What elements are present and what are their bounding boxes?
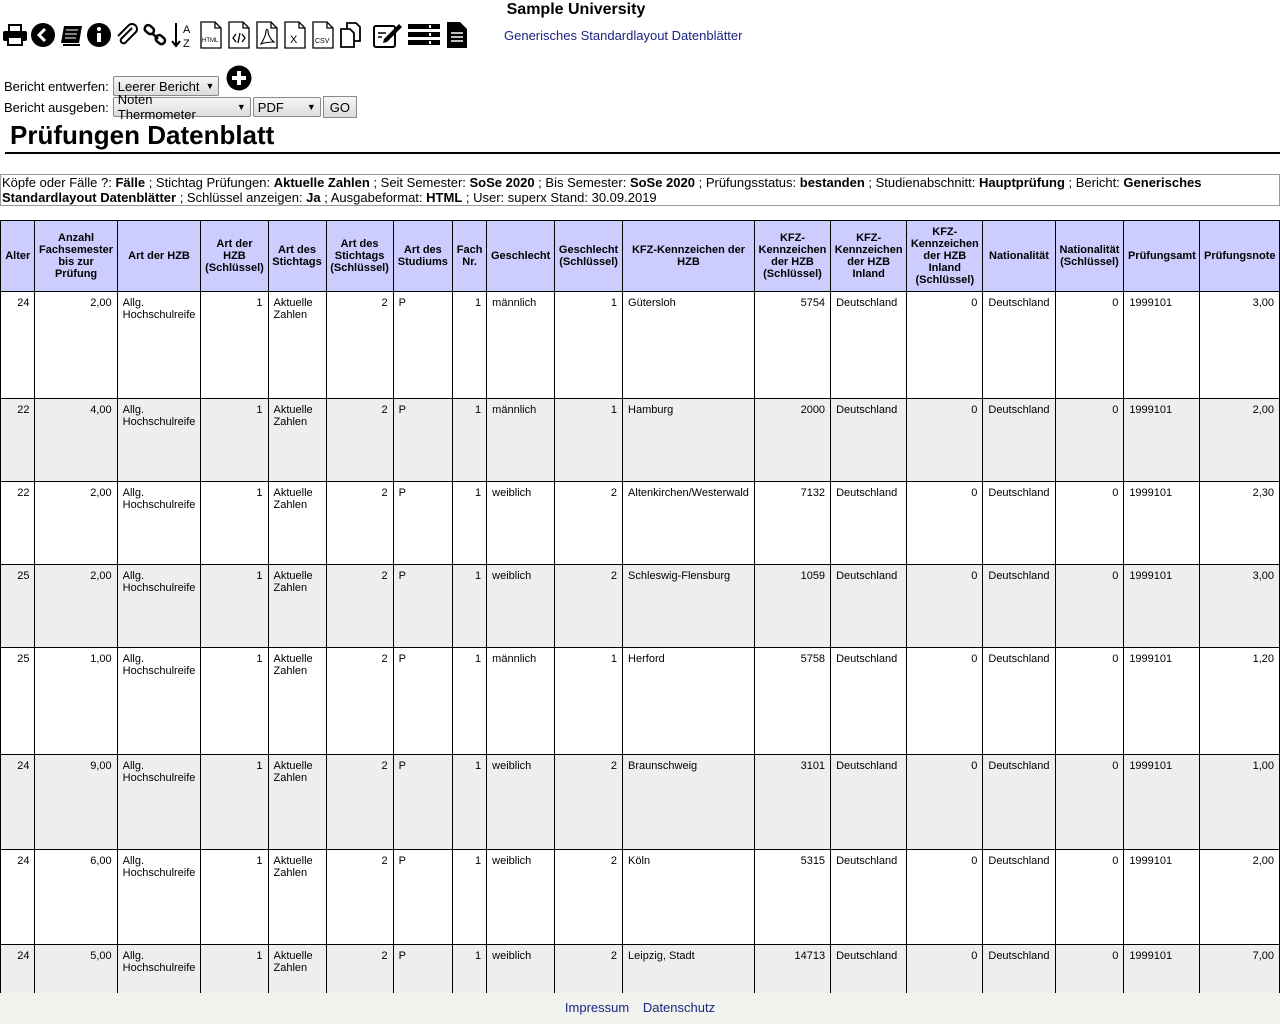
table-cell: P (393, 565, 452, 648)
table-cell: männlich (487, 292, 555, 399)
column-header[interactable]: Prüfungsamt (1124, 221, 1200, 292)
table-cell: Deutschland (831, 850, 907, 945)
table-row (1, 292, 1280, 399)
table-cell: 2 (555, 945, 623, 994)
table-cell: Allg. Hochschulreife (117, 648, 201, 755)
footer (0, 993, 1280, 1024)
table-cell: 1999101 (1124, 755, 1200, 850)
data-table-container[interactable] (0, 220, 1280, 993)
column-header[interactable]: Alter (1, 221, 35, 292)
table-row (1, 755, 1280, 850)
table-cell: 1999101 (1124, 565, 1200, 648)
university-title: Sample University (506, 1, 646, 18)
column-header[interactable]: KFZ-Kennzeichen der HZB Inland (831, 221, 907, 292)
table-cell: 25 (1, 648, 35, 755)
table-cell: Deutschland (831, 399, 907, 482)
column-header[interactable]: Fach Nr. (453, 221, 487, 292)
table-cell: 2000 (754, 399, 830, 482)
table-cell: 24 (1, 292, 35, 399)
table-cell: 5,00 (35, 945, 117, 994)
back-icon[interactable] (30, 21, 56, 49)
table-cell: 24 (1, 850, 35, 945)
table-cell: 2 (326, 482, 393, 565)
excel-export-icon[interactable] (282, 21, 308, 49)
column-header[interactable]: Art der HZB (117, 221, 201, 292)
table-cell: 2,30 (1200, 482, 1280, 565)
table-cell: 1 (201, 399, 268, 482)
param-value: bestanden (799, 175, 865, 190)
table-cell: Allg. Hochschulreife (117, 850, 201, 945)
table-cell: P (393, 755, 452, 850)
table-cell: 0 (1055, 755, 1124, 850)
table-cell: 0 (1055, 565, 1124, 648)
table-cell: 0 (907, 850, 983, 945)
table-cell: P (393, 850, 452, 945)
table-cell: 0 (1055, 850, 1124, 945)
column-header[interactable]: KFZ-Kennzeichen der HZB (Schlüssel) (754, 221, 830, 292)
code-export-icon[interactable] (226, 21, 252, 49)
param-value: Ja (306, 190, 321, 205)
column-header[interactable]: Nationalität (Schlüssel) (1055, 221, 1124, 292)
table-cell: 1 (201, 482, 268, 565)
table-cell: 0 (1055, 648, 1124, 755)
table-cell: 2 (326, 399, 393, 482)
table-cell: 2 (555, 565, 623, 648)
param-label: Köpfe oder Fälle ?: (2, 175, 116, 190)
table-cell: 1059 (754, 565, 830, 648)
column-header[interactable]: Art des Stichtags (Schlüssel) (326, 221, 393, 292)
toolbar (2, 20, 472, 50)
info-icon[interactable] (86, 21, 112, 49)
dropdown-arrow-icon: ▼ (205, 81, 215, 91)
table-cell: 1,00 (1200, 755, 1280, 850)
table-cell: 5758 (754, 648, 830, 755)
table-row (1, 565, 1280, 648)
table-cell: 0 (1055, 292, 1124, 399)
table-cell: 2 (326, 565, 393, 648)
table-cell: 0 (1055, 945, 1124, 994)
table-cell: 5315 (754, 850, 830, 945)
table-cell: 7,00 (1200, 945, 1280, 994)
table-cell: Aktuelle Zahlen (268, 945, 326, 994)
table-cell: 7132 (754, 482, 830, 565)
table-cell: männlich (487, 648, 555, 755)
dropdown-arrow-icon: ▼ (306, 102, 316, 112)
layout-link[interactable]: Generisches Standardlayout Datenblätter (504, 28, 743, 43)
table-cell: P (393, 648, 452, 755)
table-cell: 3,00 (1200, 292, 1280, 399)
table-cell: 24 (1, 755, 35, 850)
table-cell: 1 (555, 292, 623, 399)
table-cell: weiblich (487, 755, 555, 850)
svg-text:X: X (290, 34, 298, 46)
table-cell: 1,20 (1200, 648, 1280, 755)
table-cell: 1 (453, 648, 487, 755)
report-output-label: Bericht ausgeben: (4, 99, 109, 115)
table-cell: 0 (907, 482, 983, 565)
report-output-row (4, 92, 357, 122)
param-label: ; Stichtag Prüfungen: (145, 175, 274, 190)
table-cell: Aktuelle Zahlen (268, 482, 326, 565)
report-design-label: Bericht entwerfen: (4, 78, 109, 94)
table-cell: Deutschland (983, 945, 1055, 994)
column-header[interactable]: Art des Studiums (393, 221, 452, 292)
table-cell: Deutschland (983, 565, 1055, 648)
table-cell: Schleswig-Flensburg (623, 565, 755, 648)
edit-icon[interactable] (372, 21, 404, 49)
table-cell: 0 (1055, 482, 1124, 565)
table-cell: P (393, 399, 452, 482)
format-select[interactable] (253, 97, 321, 117)
table-cell: 2,00 (35, 565, 117, 648)
table-cell: Aktuelle Zahlen (268, 755, 326, 850)
page-title: Prüfungen Datenblatt (10, 120, 275, 150)
table-cell: 2,00 (1200, 399, 1280, 482)
table-cell: Allg. Hochschulreife (117, 399, 201, 482)
table-cell: 1999101 (1124, 482, 1200, 565)
table-cell: 3101 (754, 755, 830, 850)
column-header[interactable]: Nationalität (983, 221, 1055, 292)
table-cell: Aktuelle Zahlen (268, 850, 326, 945)
table-cell: P (393, 945, 452, 994)
table-cell: P (393, 482, 452, 565)
table-cell: Deutschland (831, 565, 907, 648)
table-cell: 22 (1, 482, 35, 565)
table-cell: Braunschweig (623, 755, 755, 850)
table-cell: Allg. Hochschulreife (117, 482, 201, 565)
table-cell: 2 (326, 755, 393, 850)
table-cell: 1 (453, 755, 487, 850)
column-header[interactable]: KFZ-Kennzeichen der HZB Inland (Schlüssel) (907, 221, 983, 292)
table-cell: 2,00 (35, 482, 117, 565)
table-cell: Deutschland (831, 292, 907, 399)
table-cell: Herford (623, 648, 755, 755)
table-cell: weiblich (487, 482, 555, 565)
param-label: ; Seit Semester: (369, 175, 470, 190)
column-header[interactable]: Geschlecht (Schlüssel) (555, 221, 623, 292)
table-cell: Deutschland (831, 482, 907, 565)
table-cell: Allg. Hochschulreife (117, 565, 201, 648)
table-row (1, 399, 1280, 482)
add-report-button[interactable] (226, 65, 252, 91)
table-cell: 3,00 (1200, 565, 1280, 648)
table-cell: 1 (201, 850, 268, 945)
table-cell: Allg. Hochschulreife (117, 755, 201, 850)
table-cell: 2 (326, 292, 393, 399)
table-cell: weiblich (487, 565, 555, 648)
table-cell: 2 (326, 648, 393, 755)
table-cell: 25 (1, 565, 35, 648)
table-row (1, 482, 1280, 565)
html-export-icon[interactable] (198, 21, 224, 49)
table-cell: 1 (201, 292, 268, 399)
table-cell: Deutschland (983, 648, 1055, 755)
datenschutz-link[interactable]: Datenschutz (642, 1000, 716, 1015)
svg-text:CSV: CSV (315, 38, 330, 45)
column-header[interactable]: Prüfungsnote (1200, 221, 1280, 292)
report-output-value: Noten Thermometer (117, 92, 196, 122)
table-cell: Deutschland (983, 482, 1055, 565)
table-cell: 2 (326, 945, 393, 994)
table-cell: 2 (326, 850, 393, 945)
table-cell: 0 (907, 945, 983, 994)
table-cell: Allg. Hochschulreife (117, 292, 201, 399)
table-cell: 0 (907, 292, 983, 399)
table-cell: 24 (1, 945, 35, 994)
table-cell: Köln (623, 850, 755, 945)
table-cell: 1 (201, 648, 268, 755)
param-value: HTML (426, 190, 463, 205)
param-value: SoSe 2020 (469, 175, 535, 190)
table-cell: 1 (201, 755, 268, 850)
param-label: ; Studienabschnitt: (864, 175, 979, 190)
go-button[interactable]: GO (323, 96, 357, 118)
table-cell: 1999101 (1124, 292, 1200, 399)
table-cell: 1 (453, 850, 487, 945)
document-icon[interactable] (444, 21, 470, 49)
table-cell: 2 (555, 755, 623, 850)
svg-text:A: A (183, 24, 191, 36)
table-cell: Aktuelle Zahlen (268, 292, 326, 399)
title-divider (5, 152, 1280, 154)
table-cell: Gütersloh (623, 292, 755, 399)
table-cell: 1999101 (1124, 945, 1200, 994)
table-cell: 5754 (754, 292, 830, 399)
table-row (1, 648, 1280, 755)
csv-export-icon[interactable] (310, 21, 336, 49)
books-icon[interactable] (58, 21, 84, 49)
impressum-link[interactable]: Impressum (564, 1000, 630, 1015)
table-cell: Aktuelle Zahlen (268, 648, 326, 755)
table-cell: Deutschland (983, 850, 1055, 945)
table-cell: weiblich (487, 850, 555, 945)
top-bar (0, 0, 1280, 60)
table-cell: 1999101 (1124, 399, 1200, 482)
param-label: ; Ausgabeformat: (320, 190, 427, 205)
param-value: Hauptprüfung (978, 175, 1065, 190)
table-cell: 2 (555, 850, 623, 945)
table-cell: 1 (453, 399, 487, 482)
table-cell: Deutschland (831, 945, 907, 994)
param-value: Fälle (115, 175, 146, 190)
table-cell: Deutschland (983, 292, 1055, 399)
column-header[interactable]: Geschlecht (487, 221, 555, 292)
table-cell: Deutschland (983, 755, 1055, 850)
table-cell: Aktuelle Zahlen (268, 399, 326, 482)
table-cell: 1 (201, 565, 268, 648)
table-cell: Allg. Hochschulreife (117, 945, 201, 994)
report-design-value: Leerer Bericht (117, 78, 200, 94)
param-value: Aktuelle Zahlen (273, 175, 370, 190)
table-cell: 6,00 (35, 850, 117, 945)
copy-icon[interactable] (338, 21, 364, 49)
table-cell: 1 (555, 399, 623, 482)
table-cell: Altenkirchen/Westerwald (623, 482, 755, 565)
table-cell: 1 (453, 565, 487, 648)
column-header[interactable]: Art der HZB (Schlüssel) (201, 221, 268, 292)
table-cell: weiblich (487, 945, 555, 994)
link-icon[interactable] (142, 21, 168, 49)
pdf-export-icon[interactable] (254, 21, 280, 49)
table-cell: 1 (453, 945, 487, 994)
list-icon[interactable] (406, 21, 442, 49)
table-cell: 2,00 (1200, 850, 1280, 945)
report-parameters (0, 174, 1280, 206)
svg-text:Z: Z (183, 38, 190, 49)
report-output-select[interactable] (113, 92, 251, 122)
format-value: PDF (257, 99, 284, 115)
table-cell: 22 (1, 399, 35, 482)
param-label: ; Bis Semester: (534, 175, 630, 190)
table-cell: 14713 (754, 945, 830, 994)
param-label: ; Schlüssel anzeigen: (176, 190, 307, 205)
table-cell: 0 (907, 755, 983, 850)
table-cell: Leipzig, Stadt (623, 945, 755, 994)
table-cell: 9,00 (35, 755, 117, 850)
column-header[interactable]: Art des Stichtags (268, 221, 326, 292)
param-label: ; Prüfungsstatus: (694, 175, 800, 190)
table-cell: 0 (907, 648, 983, 755)
table-cell: 1,00 (35, 648, 117, 755)
table-cell: 0 (1055, 399, 1124, 482)
data-table (0, 220, 1280, 993)
table-cell: 1 (555, 648, 623, 755)
param-label: ; Bericht: (1064, 175, 1124, 190)
table-cell: Deutschland (983, 399, 1055, 482)
param-value: SoSe 2020 (629, 175, 695, 190)
table-cell: 1999101 (1124, 850, 1200, 945)
table-header-row (1, 221, 1280, 292)
table-cell: Aktuelle Zahlen (268, 565, 326, 648)
sort-az-icon[interactable] (170, 21, 196, 49)
paperclip-icon[interactable] (114, 21, 140, 49)
table-cell: männlich (487, 399, 555, 482)
param-value: Generisches Standardlayout Datenblätter (2, 175, 1202, 205)
table-cell: 2,00 (35, 292, 117, 399)
printer-icon[interactable] (2, 21, 28, 49)
column-header[interactable]: Anzahl Fachsemester bis zur Prüfung (35, 221, 117, 292)
table-cell: 0 (907, 399, 983, 482)
table-cell: 1 (453, 482, 487, 565)
table-cell: Deutschland (831, 648, 907, 755)
table-cell: Hamburg (623, 399, 755, 482)
table-cell: Deutschland (831, 755, 907, 850)
column-header[interactable]: KFZ-Kennzeichen der HZB (623, 221, 755, 292)
svg-text:HTML: HTML (202, 38, 219, 44)
dropdown-arrow-icon: ▼ (236, 102, 246, 112)
table-cell: 1 (201, 945, 268, 994)
param-label: ; User: superx Stand: 30.09.2019 (462, 190, 657, 205)
table-cell: 1 (453, 292, 487, 399)
table-cell: P (393, 292, 452, 399)
table-row (1, 850, 1280, 945)
table-cell: 2 (555, 482, 623, 565)
table-cell: 0 (907, 565, 983, 648)
table-row (1, 945, 1280, 994)
table-cell: 4,00 (35, 399, 117, 482)
table-cell: 1999101 (1124, 648, 1200, 755)
